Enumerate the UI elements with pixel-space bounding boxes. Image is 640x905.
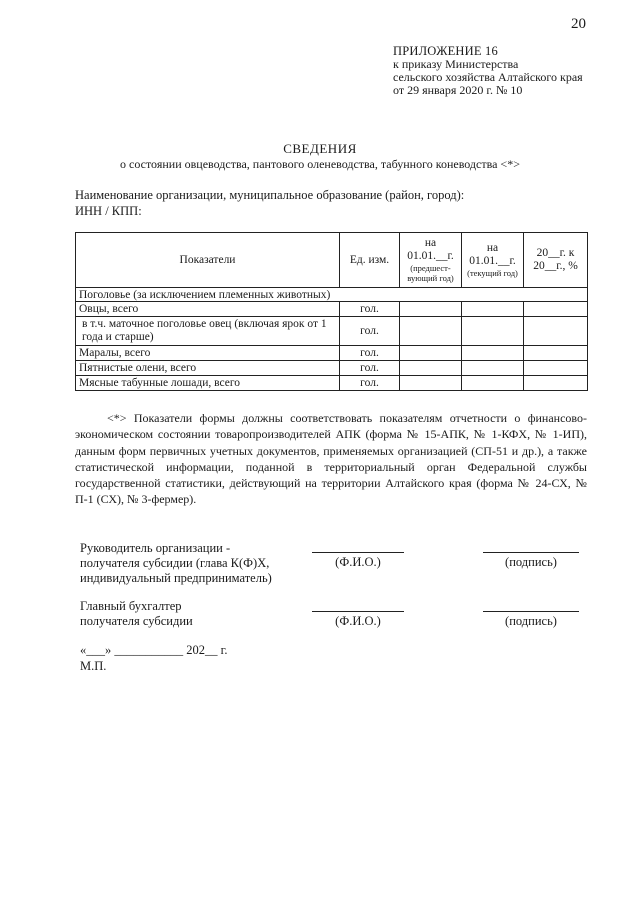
accountant-label-line-1: Главный бухгалтер (80, 599, 182, 613)
header-cur-date: 01.01.__г. (469, 255, 516, 267)
section-label: Поголовье (за исключением племенных животных) (76, 288, 588, 302)
footnote: <*> Показатели формы должны соответствовать показателям отчетности о финансово-экономическом состоянии товаропроизводителей АПК (форма № 15-АПК, № 1-КФХ, № 1-ИП), данным форм первичных учетных документов, применяемых организацией (СП-51 и др.), а также статистической информации, поданной в территориальный орган Федеральной службы государственной статистики, действующий на территории Алтайского края (форма № 24-СХ, № П-1 (СХ), № 3-фермер). (75, 411, 587, 507)
cell-percent[interactable] (524, 346, 588, 361)
cell-prev[interactable] (400, 361, 462, 376)
header-percent (524, 233, 588, 288)
head-label-line-1: Руководитель организации - (80, 541, 231, 555)
accountant-fio-caption: (Ф.И.О.) (335, 614, 381, 628)
accountant-fio-line[interactable] (312, 611, 404, 612)
head-label-line-2: получателя субсидии (глава К(Ф)Х, (80, 556, 270, 570)
report-table (75, 232, 588, 391)
row-label: в т.ч. маточное поголовье овец (включая ярок от 1 года и старше) (76, 317, 340, 346)
appendix-line-1: к приказу Министерства (393, 57, 519, 71)
row-label: Пятнистые олени, всего (76, 361, 340, 376)
stamp-placeholder: М.П. (80, 659, 107, 673)
header-current-year (462, 233, 524, 288)
header-indicator: Показатели (76, 233, 340, 288)
appendix-line-2: сельского хозяйства Алтайского края (393, 70, 583, 84)
table-row (76, 376, 588, 391)
cell-current[interactable] (462, 302, 524, 317)
table-row (76, 346, 588, 361)
header-pct-line-1: 20__г. к (536, 247, 575, 259)
cell-percent[interactable] (524, 361, 588, 376)
header-prev-note: (предшест-вующий год) (407, 263, 454, 283)
cell-current[interactable] (462, 376, 524, 391)
page-number: 20 (571, 16, 586, 32)
row-unit: гол. (340, 376, 400, 391)
cell-current[interactable] (462, 317, 524, 346)
head-label-line-3: индивидуальный предприниматель) (80, 571, 272, 585)
table-row (76, 361, 588, 376)
cell-percent[interactable] (524, 317, 588, 346)
head-fio-caption: (Ф.И.О.) (335, 555, 381, 569)
row-unit: гол. (340, 346, 400, 361)
organization-label: Наименование организации, муниципальное образование (район, город): (75, 188, 465, 202)
head-signature-caption: (подпись) (505, 555, 557, 569)
accountant-signature-label (80, 599, 193, 629)
head-signature-label (80, 541, 272, 586)
header-cur-note: (текущий год) (467, 268, 518, 278)
table-row (76, 317, 588, 346)
row-unit: гол. (340, 361, 400, 376)
appendix-title: ПРИЛОЖЕНИЕ 16 (393, 44, 498, 58)
cell-prev[interactable] (400, 346, 462, 361)
header-previous-year (400, 233, 462, 288)
accountant-signature-caption: (подпись) (505, 614, 557, 628)
section-row (76, 288, 588, 302)
appendix-line-3: от 29 января 2020 г. № 10 (393, 83, 523, 97)
cell-prev[interactable] (400, 317, 462, 346)
row-label: Мясные табунные лошади, всего (76, 376, 340, 391)
header-prev-top: на (424, 237, 437, 249)
cell-prev[interactable] (400, 302, 462, 317)
head-fio-line[interactable] (312, 552, 404, 553)
header-cur-top: на (486, 242, 499, 254)
row-label: Маралы, всего (76, 346, 340, 361)
row-unit: гол. (340, 302, 400, 317)
row-label: Овцы, всего (76, 302, 340, 317)
header-unit: Ед. изм. (340, 233, 400, 288)
document-subtitle: о состоянии овцеводства, пантового оленеводства, табунного коневодства <*> (120, 157, 520, 171)
header-pct-line-2: 20__г., % (533, 260, 578, 272)
cell-percent[interactable] (524, 302, 588, 317)
accountant-label-line-2: получателя субсидии (80, 614, 193, 628)
date-line: «___» ___________ 202__ г. (80, 643, 228, 657)
appendix-header (393, 45, 583, 97)
inn-label: ИНН / КПП: (75, 204, 142, 218)
cell-current[interactable] (462, 361, 524, 376)
cell-prev[interactable] (400, 376, 462, 391)
row-unit: гол. (340, 317, 400, 346)
header-prev-date: 01.01.__г. (407, 250, 454, 262)
accountant-signature-line[interactable] (483, 611, 579, 612)
document-title: СВЕДЕНИЯ (283, 141, 357, 156)
table-row (76, 302, 588, 317)
head-signature-line[interactable] (483, 552, 579, 553)
cell-current[interactable] (462, 346, 524, 361)
cell-percent[interactable] (524, 376, 588, 391)
